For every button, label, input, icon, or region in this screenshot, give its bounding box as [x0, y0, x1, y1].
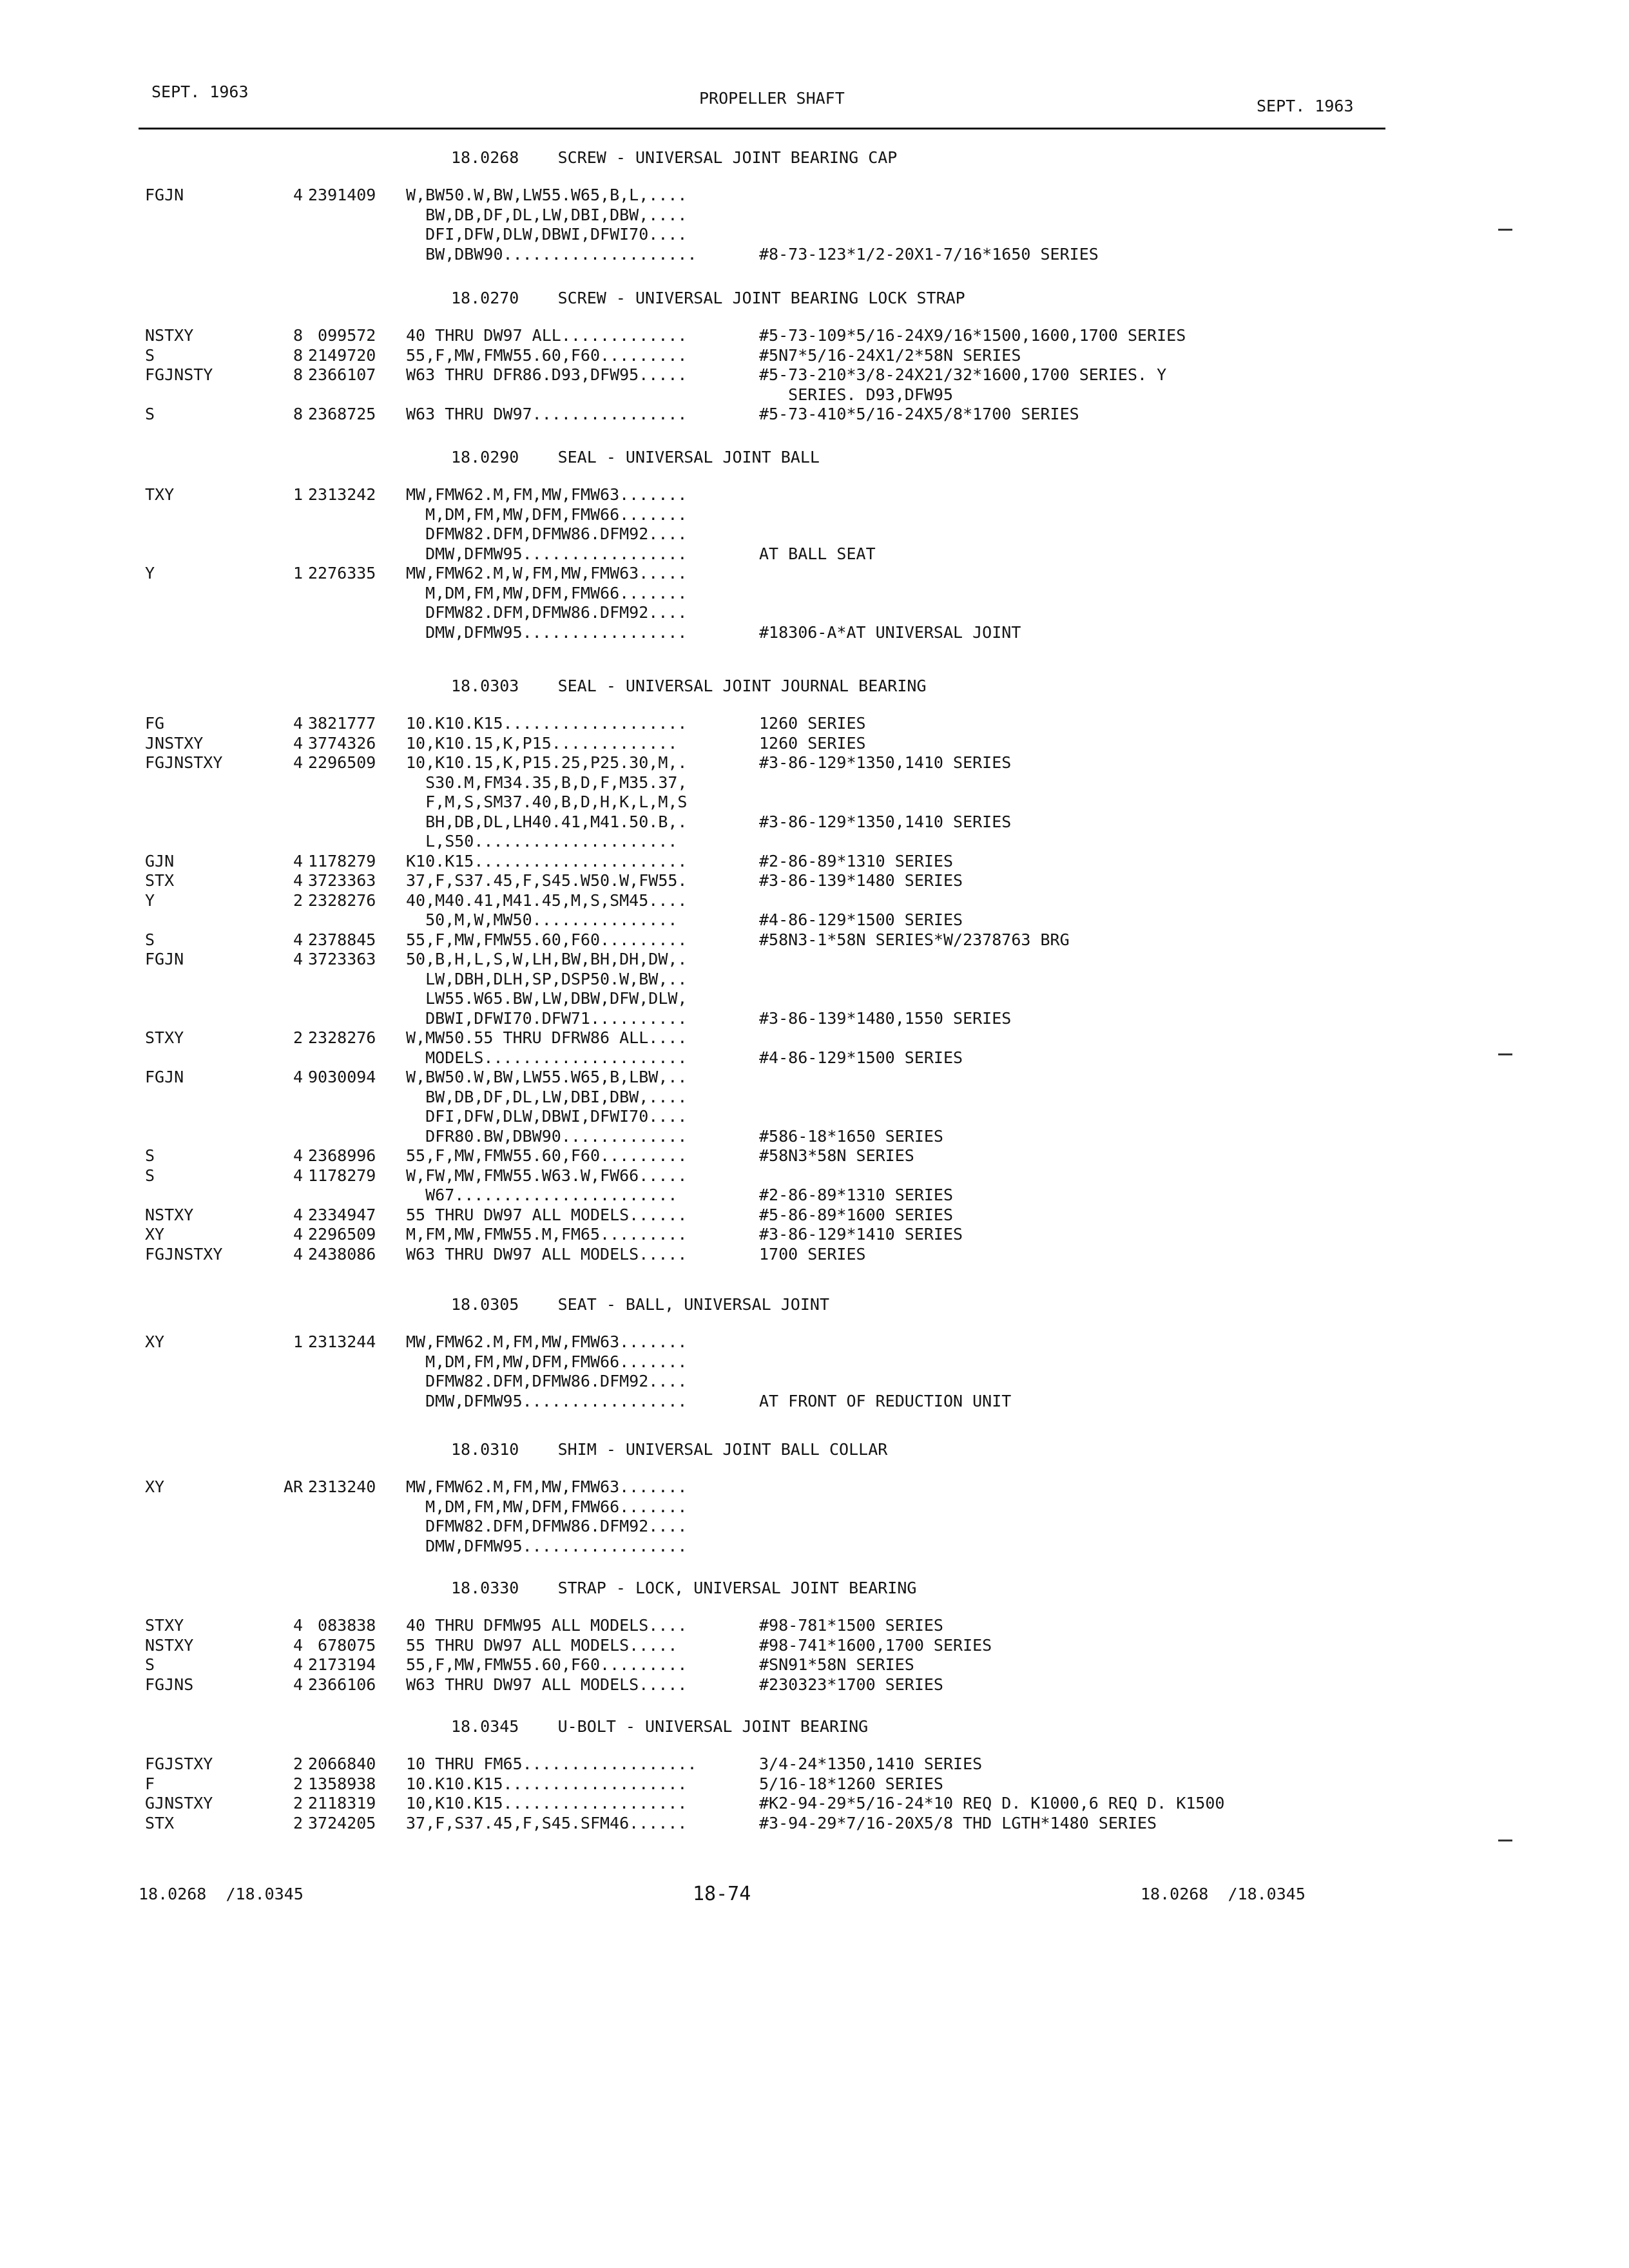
table-row: [0, 623, 1629, 642]
row-models: S: [145, 1146, 155, 1165]
row-remark: #SN91*58N SERIES: [759, 1655, 914, 1674]
row-quantity: 4: [293, 1166, 303, 1185]
row-description: 37,F,S37.45,F,S45.SFM46......: [406, 1813, 688, 1832]
row-description: BW,DBW90....................: [406, 244, 697, 264]
row-models: S: [145, 405, 155, 423]
row-remark: #58N3-1*58N SERIES*W/2378763 BRG: [759, 930, 1070, 949]
row-part-number: 2118319: [308, 1794, 376, 1812]
row-description: 40 THRU DFMW95 ALL MODELS....: [406, 1616, 688, 1635]
table-row: [0, 1245, 1629, 1264]
row-description: 40 THRU DW97 ALL.............: [406, 326, 688, 345]
row-description: W63 THRU DW97................: [406, 405, 688, 423]
row-part-number: 083838: [308, 1616, 376, 1635]
table-row: [0, 852, 1629, 871]
row-description: MW,FMW62.M,FM,MW,FMW63.......: [406, 1477, 688, 1496]
table-row: [0, 950, 1629, 969]
row-models: NSTXY: [145, 1635, 194, 1655]
table-row: [0, 485, 1629, 505]
table-row: [0, 544, 1629, 564]
table-row: [0, 1497, 1629, 1517]
row-description: 10 THRU FM65..................: [406, 1754, 697, 1773]
row-description: LW55.W65.BW,LW,DBW,DFW,DLW,: [406, 989, 688, 1008]
row-quantity: 4: [293, 186, 303, 204]
header-rule: [139, 128, 1385, 130]
row-models: FGJNSTXY: [145, 753, 223, 772]
row-remark: #5N7*5/16-24X1/2*58N SERIES: [759, 345, 1021, 365]
table-row: [0, 405, 1629, 424]
row-description: S30.M,FM34.35,B,D,F,M35.37,: [406, 773, 688, 792]
row-description: MW,FMW62.M,FM,MW,FMW63.......: [406, 1332, 688, 1351]
row-part-number: 2368725: [308, 405, 376, 423]
row-description: DFMW82.DFM,DFMW86.DFM92....: [406, 1517, 688, 1535]
row-quantity: AR: [284, 1477, 304, 1496]
table-row: [0, 365, 1629, 385]
row-part-number: 1358938: [308, 1774, 376, 1793]
row-part-number: 2328276: [308, 1028, 376, 1047]
row-models: STXY: [145, 1616, 184, 1635]
row-remark: #18306-A*AT UNIVERSAL JOINT: [759, 622, 1021, 642]
page-title: PROPELLER SHAFT: [699, 89, 845, 108]
row-description: 55 THRU DW97 ALL MODELS.....: [406, 1635, 678, 1655]
row-remark: 1700 SERIES: [759, 1244, 866, 1264]
section-title: 18.0310 SHIM - UNIVERSAL JOINT BALL COLLAR: [451, 1440, 888, 1459]
table-row: [0, 832, 1629, 851]
row-quantity: 4: [293, 1244, 303, 1264]
row-remark: #3-86-139*1480 SERIES: [759, 871, 963, 890]
row-part-number: 3723363: [308, 871, 376, 890]
table-row: [0, 603, 1629, 622]
row-part-number: 099572: [308, 326, 376, 345]
row-models: FGJNS: [145, 1675, 194, 1694]
row-remark: #2-86-89*1310 SERIES: [759, 851, 954, 870]
table-row: [0, 584, 1629, 603]
row-part-number: 2313240: [308, 1477, 376, 1496]
row-description: DMW,DFMW95.................: [406, 1536, 688, 1555]
row-models: S: [145, 1166, 155, 1185]
row-models: XY: [145, 1225, 165, 1244]
row-remark: #5-73-410*5/16-24X5/8*1700 SERIES: [759, 405, 1079, 423]
row-models: FGJNSTY: [145, 365, 213, 384]
table-row: [0, 1028, 1629, 1048]
row-part-number: 9030094: [308, 1068, 376, 1086]
page-number: 18-74: [693, 1883, 751, 1905]
table-row: [0, 1146, 1629, 1166]
table-row: [0, 812, 1629, 832]
row-quantity: 2: [293, 1794, 303, 1812]
row-quantity: 2: [293, 1754, 303, 1773]
row-quantity: 8: [293, 326, 303, 345]
row-part-number: 3724205: [308, 1813, 376, 1832]
footer-range-right: 18.0268 /18.0345: [1141, 1885, 1306, 1903]
row-models: NSTXY: [145, 1205, 194, 1224]
table-row: [0, 1225, 1629, 1244]
row-description: W63 THRU DFR86.D93,DFW95.....: [406, 365, 688, 384]
row-quantity: 4: [293, 1655, 303, 1674]
table-row: [0, 524, 1629, 544]
row-remark: #4-86-129*1500 SERIES: [759, 910, 963, 929]
table-row: [0, 1107, 1629, 1126]
table-row: [0, 1127, 1629, 1146]
row-part-number: 3723363: [308, 950, 376, 968]
row-remark: #8-73-123*1/2-20X1-7/16*1650 SERIES: [759, 244, 1099, 264]
section-title: 18.0290 SEAL - UNIVERSAL JOINT BALL: [451, 448, 820, 466]
row-quantity: 4: [293, 1205, 303, 1224]
row-description: 10.K10.K15...................: [406, 1774, 688, 1793]
table-row: [0, 1332, 1629, 1352]
row-description: 50,M,W,MW50...............: [406, 910, 678, 929]
row-models: TXY: [145, 485, 175, 504]
row-description: 55,F,MW,FMW55.60,F60.........: [406, 1146, 688, 1165]
row-part-number: 2378845: [308, 930, 376, 949]
row-remark: 3/4-24*1350,1410 SERIES: [759, 1754, 983, 1773]
row-description: M,DM,FM,MW,DFM,FMW66.......: [406, 505, 688, 524]
row-description: W63 THRU DW97 ALL MODELS.....: [406, 1244, 688, 1264]
row-quantity: 8: [293, 405, 303, 423]
row-quantity: 4: [293, 1225, 303, 1244]
row-quantity: 2: [293, 1028, 303, 1047]
row-remark: #4-86-129*1500 SERIES: [759, 1048, 963, 1067]
table-row: [0, 225, 1629, 244]
row-remark: #5-73-109*5/16-24X9/16*1500,1600,1700 SERIES: [759, 326, 1186, 345]
table-row: [0, 1048, 1629, 1068]
table-row: [0, 1206, 1629, 1225]
table-row: [0, 385, 1629, 405]
row-description: 10,K10.K15...................: [406, 1794, 688, 1812]
footer-range-left: 18.0268 /18.0345: [139, 1885, 304, 1903]
row-remark: #K2-94-29*5/16-24*10 REQ D. K1000,6 REQ D. K1500: [759, 1794, 1225, 1812]
row-models: JNSTXY: [145, 733, 204, 753]
row-quantity: 4: [293, 1146, 303, 1165]
table-row: [0, 1088, 1629, 1107]
row-quantity: 2: [293, 1813, 303, 1832]
row-models: FGJSTXY: [145, 1754, 213, 1773]
table-row: [0, 1774, 1629, 1794]
row-quantity: 4: [293, 753, 303, 772]
row-remark: #58N3*58N SERIES: [759, 1146, 914, 1165]
row-description: 55,F,MW,FMW55.60,F60.........: [406, 930, 688, 949]
row-models: XY: [145, 1332, 165, 1351]
section-title: 18.0303 SEAL - UNIVERSAL JOINT JOURNAL BEARING: [451, 677, 927, 695]
table-row: [0, 326, 1629, 345]
row-quantity: 4: [293, 714, 303, 733]
table-row: [0, 1392, 1629, 1411]
table-row: [0, 989, 1629, 1008]
table-row: [0, 753, 1629, 773]
row-description: LW,DBH,DLH,SP,DSP50.W,BW,..: [406, 969, 688, 988]
row-description: W,FW,MW,FMW55.W63.W,FW66.....: [406, 1166, 688, 1185]
row-models: NSTXY: [145, 326, 194, 345]
row-description: M,DM,FM,MW,DFM,FMW66.......: [406, 583, 688, 602]
row-quantity: 4: [293, 871, 303, 890]
row-remark: #586-18*1650 SERIES: [759, 1126, 943, 1146]
row-description: W,BW50.W,BW,LW55.W65,B,LBW,..: [406, 1068, 688, 1086]
table-row: [0, 910, 1629, 930]
row-part-number: 2276335: [308, 564, 376, 582]
row-quantity: 4: [293, 1068, 303, 1086]
row-description: DMW,DFMW95.................: [406, 1391, 688, 1410]
row-description: 10,K10.15,K,P15.25,P25.30,M,.: [406, 753, 688, 772]
row-models: S: [145, 345, 155, 365]
table-row: [0, 1068, 1629, 1087]
row-models: F: [145, 1774, 155, 1793]
row-description: 10,K10.15,K,P15.............: [406, 733, 678, 753]
row-description: DFMW82.DFM,DFMW86.DFM92....: [406, 524, 688, 543]
row-part-number: 2173194: [308, 1655, 376, 1674]
section-title: 18.0305 SEAT - BALL, UNIVERSAL JOINT: [451, 1295, 829, 1314]
row-remark: #5-73-210*3/8-24X21/32*1600,1700 SERIES. Y: [759, 365, 1167, 384]
row-part-number: 1178279: [308, 1166, 376, 1185]
row-part-number: 2334947: [308, 1205, 376, 1224]
row-models: FGJNSTXY: [145, 1244, 223, 1264]
table-row: [0, 871, 1629, 890]
table-row: [0, 1517, 1629, 1536]
row-remark: #3-86-139*1480,1550 SERIES: [759, 1008, 1012, 1028]
row-models: XY: [145, 1477, 165, 1496]
row-description: 10.K10.K15...................: [406, 714, 688, 733]
row-models: FG: [145, 714, 165, 733]
table-row: [0, 1372, 1629, 1391]
row-quantity: 1: [293, 485, 303, 504]
row-models: S: [145, 930, 155, 949]
section-title: 18.0268 SCREW - UNIVERSAL JOINT BEARING CAP: [451, 148, 898, 167]
row-description: BW,DB,DF,DL,LW,DBI,DBW,....: [406, 205, 688, 224]
row-description: W67.......................: [406, 1186, 678, 1204]
table-row: [0, 734, 1629, 753]
row-quantity: 4: [293, 733, 303, 753]
table-row: [0, 1754, 1629, 1774]
row-models: GJNSTXY: [145, 1794, 213, 1812]
row-description: DFI,DFW,DLW,DBWI,DFWI70....: [406, 1107, 688, 1126]
row-description: DMW,DFMW95.................: [406, 622, 688, 642]
table-row: [0, 564, 1629, 583]
row-models: FGJN: [145, 186, 184, 204]
row-description: 55 THRU DW97 ALL MODELS......: [406, 1205, 688, 1224]
table-row: [0, 1814, 1629, 1833]
row-quantity: 4: [293, 1616, 303, 1635]
row-remark: #3-86-129*1350,1410 SERIES: [759, 753, 1012, 772]
table-row: [0, 1186, 1629, 1205]
row-remark: #230323*1700 SERIES: [759, 1675, 943, 1694]
row-remark: #5-86-89*1600 SERIES: [759, 1205, 954, 1224]
row-remark: #3-94-29*7/16-20X5/8 THD LGTH*1480 SERIES: [759, 1813, 1157, 1832]
row-description: M,DM,FM,MW,DFM,FMW66.......: [406, 1352, 688, 1371]
row-quantity: 1: [293, 564, 303, 582]
row-quantity: 4: [293, 1635, 303, 1655]
margin-tick: [1498, 1840, 1512, 1841]
row-remark: #3-86-129*1350,1410 SERIES: [759, 812, 1012, 831]
table-row: [0, 206, 1629, 225]
header-date-right: SEPT. 1963: [1257, 97, 1354, 115]
row-remark: #2-86-89*1310 SERIES: [759, 1186, 954, 1204]
row-part-number: 678075: [308, 1635, 376, 1655]
table-row: [0, 1794, 1629, 1813]
margin-tick: [1498, 229, 1512, 231]
row-quantity: 4: [293, 930, 303, 949]
row-part-number: 3774326: [308, 733, 376, 753]
row-remark: #98-781*1500 SERIES: [759, 1616, 943, 1635]
row-description: DFR80.BW,DBW90.............: [406, 1126, 688, 1146]
row-part-number: 2066840: [308, 1754, 376, 1773]
table-row: [0, 1616, 1629, 1635]
row-part-number: 1178279: [308, 851, 376, 870]
row-part-number: 2391409: [308, 186, 376, 204]
row-description: BW,DB,DF,DL,LW,DBI,DBW,....: [406, 1087, 688, 1106]
row-quantity: 2: [293, 1774, 303, 1793]
row-description: DBWI,DFWI70.DFW71..........: [406, 1008, 688, 1028]
row-description: DFMW82.DFM,DFMW86.DFM92....: [406, 1372, 688, 1390]
row-part-number: 2438086: [308, 1244, 376, 1264]
row-description: 37,F,S37.45,F,S45.W50.W,FW55.: [406, 871, 688, 890]
row-quantity: 2: [293, 890, 303, 910]
row-remark: AT BALL SEAT: [759, 544, 876, 563]
row-part-number: 2328276: [308, 890, 376, 910]
row-description: L,S50.....................: [406, 832, 678, 850]
table-row: [0, 891, 1629, 910]
row-part-number: 2313244: [308, 1332, 376, 1351]
row-quantity: 8: [293, 365, 303, 384]
margin-tick: [1498, 1053, 1512, 1055]
row-description: W63 THRU DW97 ALL MODELS.....: [406, 1675, 688, 1694]
row-part-number: 2313242: [308, 485, 376, 504]
row-description: W,BW50.W,BW,LW55.W65,B,L,....: [406, 186, 688, 204]
row-part-number: 2366106: [308, 1675, 376, 1694]
header-date-left: SEPT. 1963: [151, 82, 249, 101]
row-description: 40,M40.41,M41.45,M,S,SM45....: [406, 890, 688, 910]
table-row: [0, 186, 1629, 205]
row-description: M,FM,MW,FMW55.M,FM65.........: [406, 1225, 688, 1244]
row-part-number: 3821777: [308, 714, 376, 733]
row-remark: AT FRONT OF REDUCTION UNIT: [759, 1391, 1012, 1410]
row-models: FGJN: [145, 1068, 184, 1086]
table-row: [0, 930, 1629, 950]
row-description: 55,F,MW,FMW55.60,F60.........: [406, 345, 688, 365]
table-row: [0, 793, 1629, 812]
row-part-number: 2296509: [308, 753, 376, 772]
row-quantity: 4: [293, 1675, 303, 1694]
row-quantity: 8: [293, 345, 303, 365]
row-description: MODELS.....................: [406, 1048, 688, 1067]
table-row: [0, 346, 1629, 365]
section-title: 18.0345 U-BOLT - UNIVERSAL JOINT BEARING: [451, 1717, 869, 1736]
row-part-number: 2366107: [308, 365, 376, 384]
table-row: [0, 1675, 1629, 1695]
row-description: DFI,DFW,DLW,DBWI,DFWI70....: [406, 225, 688, 244]
row-description: 55,F,MW,FMW55.60,F60.........: [406, 1655, 688, 1674]
row-description: F,M,S,SM37.40,B,D,H,K,L,M,S: [406, 793, 688, 811]
table-row: [0, 505, 1629, 524]
row-remark: #98-741*1600,1700 SERIES: [759, 1635, 992, 1655]
row-part-number: 2296509: [308, 1225, 376, 1244]
table-row: [0, 1636, 1629, 1655]
row-models: Y: [145, 890, 155, 910]
row-remark: 5/16-18*1260 SERIES: [759, 1774, 943, 1793]
table-row: [0, 1477, 1629, 1497]
row-remark: SERIES. D93,DFW95: [759, 385, 954, 404]
row-remark: 1260 SERIES: [759, 733, 866, 753]
row-description: 50,B,H,L,S,W,LH,BW,BH,DH,DW,.: [406, 950, 688, 968]
row-description: M,DM,FM,MW,DFM,FMW66.......: [406, 1497, 688, 1516]
section-title: 18.0270 SCREW - UNIVERSAL JOINT BEARING LOCK STRAP: [451, 289, 965, 307]
table-row: [0, 1655, 1629, 1675]
table-row: [0, 1166, 1629, 1186]
row-description: MW,FMW62.M,FM,MW,FMW63.......: [406, 485, 688, 504]
row-description: DFMW82.DFM,DFMW86.DFM92....: [406, 603, 688, 622]
table-row: [0, 1537, 1629, 1556]
table-row: [0, 245, 1629, 264]
row-models: STXY: [145, 1028, 184, 1047]
row-models: S: [145, 1655, 155, 1674]
table-row: [0, 714, 1629, 733]
row-models: STX: [145, 1813, 175, 1832]
row-quantity: 1: [293, 1332, 303, 1351]
row-models: STX: [145, 871, 175, 890]
row-remark: 1260 SERIES: [759, 714, 866, 733]
table-row: [0, 1352, 1629, 1372]
table-row: [0, 773, 1629, 793]
row-description: W,MW50.55 THRU DFRW86 ALL....: [406, 1028, 688, 1047]
row-part-number: 2368996: [308, 1146, 376, 1165]
row-description: DMW,DFMW95.................: [406, 544, 688, 563]
row-quantity: 4: [293, 851, 303, 870]
section-title: 18.0330 STRAP - LOCK, UNIVERSAL JOINT BEARING: [451, 1579, 917, 1597]
row-remark: #3-86-129*1410 SERIES: [759, 1225, 963, 1244]
row-models: Y: [145, 564, 155, 582]
row-quantity: 4: [293, 950, 303, 968]
row-description: K10.K15......................: [406, 851, 688, 870]
row-part-number: 2149720: [308, 345, 376, 365]
table-row: [0, 970, 1629, 989]
row-description: BH,DB,DL,LH40.41,M41.50.B,.: [406, 812, 688, 831]
row-models: FGJN: [145, 950, 184, 968]
table-row: [0, 1009, 1629, 1028]
row-description: MW,FMW62.M,W,FM,MW,FMW63.....: [406, 564, 688, 582]
row-models: GJN: [145, 851, 175, 870]
